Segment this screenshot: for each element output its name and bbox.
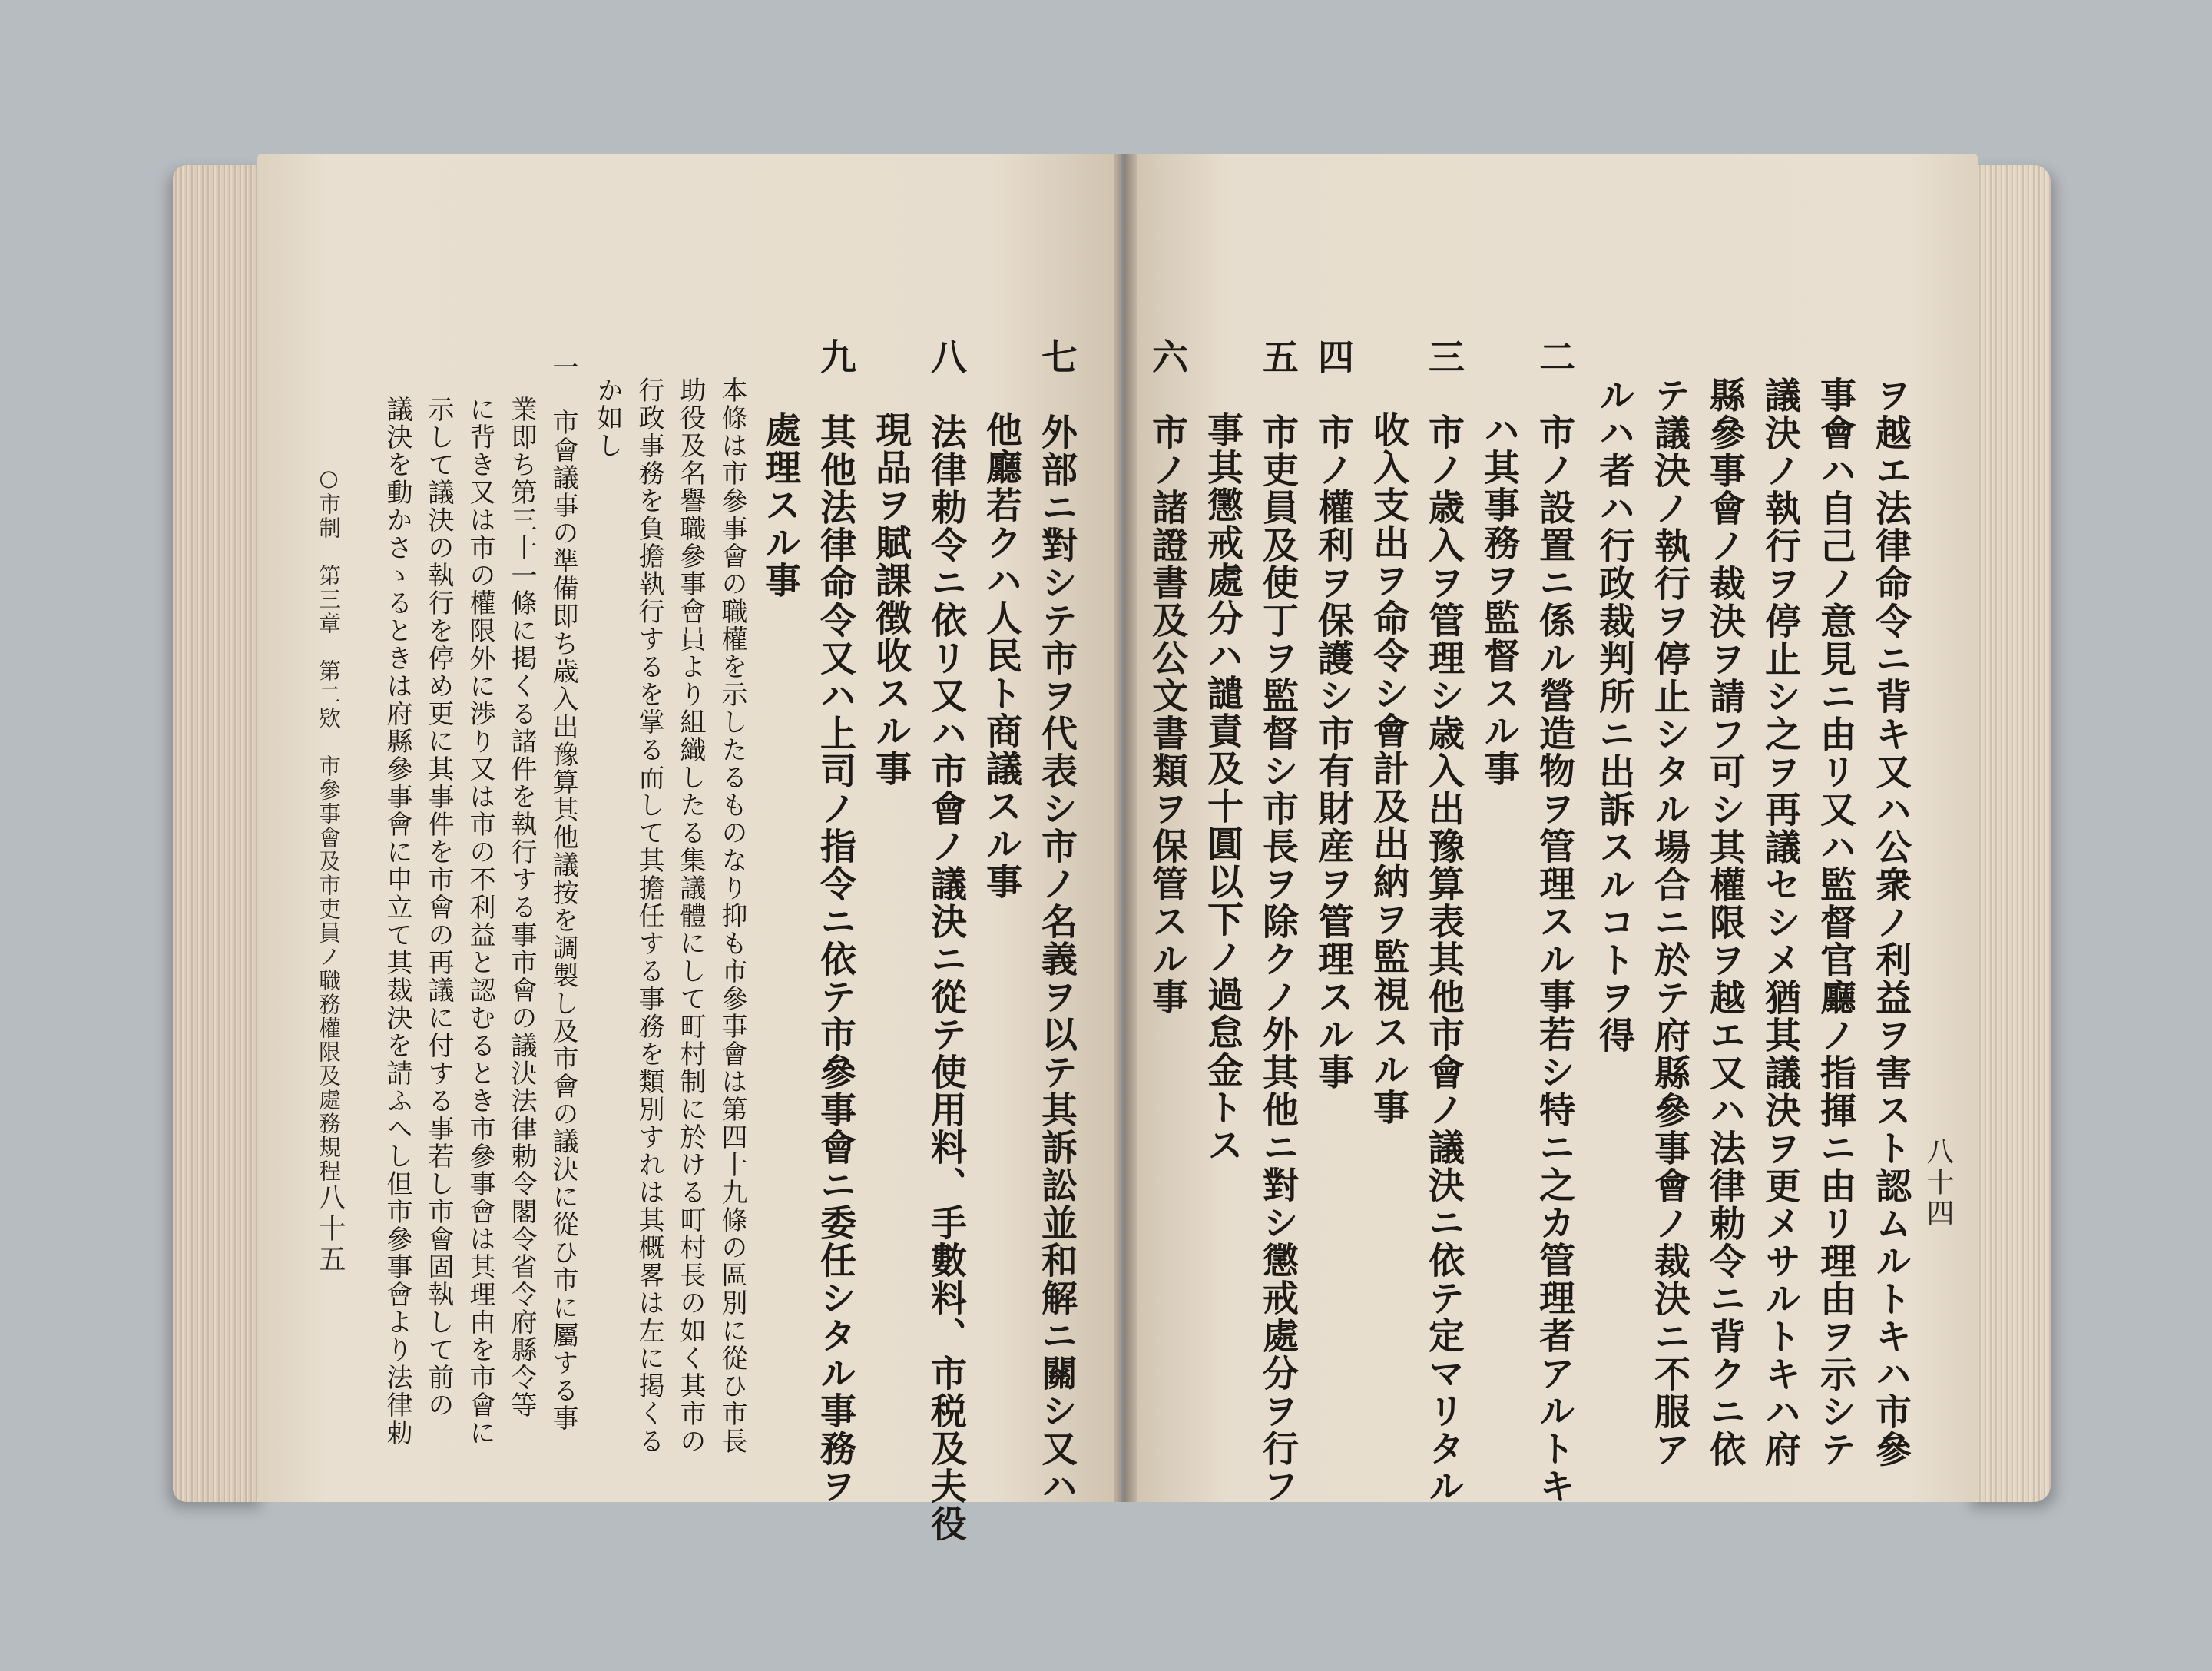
book-gutter: [1114, 154, 1137, 1502]
left-line-5: 九 其他法律命令又ハ上司ノ指令ニ依テ市參事會ニ委任シタル事務ヲ: [814, 338, 856, 1505]
running-head: ○市制 第三章 第二欵 市參事會及市吏員ノ職務權限及處務規程: [316, 465, 342, 1183]
right-line-10: 收入支出ヲ命令シ會計及出納ヲ監視スル事: [1367, 411, 1409, 1126]
left-note-9: 議決を動かさゝるときは府縣參事會に申立て其裁決を請ふへし但市參事會より法律勅: [382, 396, 412, 1447]
left-note-8: 示して議決の執行を停め更に其事件を市會の再議に付する事若し市會固執して前の: [423, 396, 454, 1419]
left-note-5: 一 市會議事の準備即ち歳入出豫算其他議按を調製し及市會の議決に從ひ市に屬する事: [548, 353, 578, 1432]
left-note-4: か如し: [592, 376, 623, 459]
right-line-2: 事會ハ自己ノ意見ニ由リ又ハ監督官廳ノ指揮ニ由リ理由ヲ示シテ: [1814, 376, 1856, 1468]
right-line-3: 議決ノ執行ヲ停止シ之ヲ再議セシメ猶其議決ヲ更メサルトキハ府: [1759, 376, 1801, 1468]
right-line-8: ハ其事務ヲ監督スル事: [1478, 411, 1520, 787]
right-line-1: ヲ越エ法律命令ニ背キ又ハ公衆ノ利益ヲ害スト認ムルトキハ市參: [1869, 376, 1912, 1468]
right-line-11: 四 市ノ權利ヲ保護シ市有財産ヲ管理スル事: [1312, 338, 1354, 1091]
right-page-edges: [1966, 165, 2051, 1502]
right-line-13: 事其懲戒處分ハ譴責及十圓以下ノ過怠金トス: [1201, 411, 1243, 1164]
right-line-5: テ議決ノ執行ヲ停止シタル場合ニ於テ府縣參事會ノ裁決ニ不服ア: [1648, 376, 1690, 1468]
right-line-4: 縣參事會ノ裁決ヲ請フ可シ其權限ヲ越エ又ハ法律勅令ニ背クニ依: [1704, 376, 1746, 1468]
left-note-1: 本條は市參事會の職權を示したるものなり抑も市參事會は第四十九條の區別に從ひ市長: [717, 376, 747, 1455]
right-page-number: 八十四: [1922, 1137, 1954, 1229]
right-line-14: 六 市ノ諸證書及公文書類ヲ保管スル事: [1146, 338, 1188, 1016]
left-note-6: 業即ち第三十一條に掲くる諸件を執行する事市會の議決法律勅令閣令省令府縣令等: [506, 396, 537, 1419]
left-note-3: 行政事務を負擔執行するを掌る而して其擔任する事務を類別すれは其概畧は左に掲くる: [634, 376, 664, 1455]
left-page-edges: [173, 165, 265, 1502]
left-note-7: に背き又は市の權限外に渉り又は市の不利益と認むるとき市參事會は其理由を市會に: [465, 396, 495, 1447]
left-line-4: 現品ヲ賦課徴收スル事: [869, 411, 912, 787]
left-note-2: 助役及名譽職參事會員より組織したる集議體にして町村制に於ける町村長の如く其市の: [675, 376, 706, 1455]
right-line-6: ルハ者ハ行政裁判所ニ出訴スルコトヲ得: [1593, 376, 1635, 1054]
left-line-2: 他廳若クハ人民ト商議スル事: [980, 411, 1022, 900]
left-line-1: 七 外部ニ對シテ市ヲ代表シ市ノ名義ヲ以テ其訴訟並和解ニ關シ又ハ: [1035, 338, 1078, 1505]
left-line-3: 八 法律勅令ニ依リ又ハ市會ノ議決ニ從テ使用料、手數料、市税及夫役: [925, 338, 967, 1543]
left-line-6: 處理スル事: [759, 411, 801, 599]
left-page-number: 八十五: [314, 1183, 346, 1275]
right-line-12: 五 市吏員及使丁ヲ監督シ市長ヲ除クノ外其他ニ對シ懲戒處分ヲ行フ: [1257, 338, 1299, 1505]
right-line-9: 三 市ノ歳入ヲ管理シ歳入出豫算表其他市會ノ議決ニ依テ定マリタル: [1422, 338, 1465, 1505]
right-line-7: 二 市ノ設置ニ係ル營造物ヲ管理スル事若シ特ニ之カ管理者アルトキ: [1533, 338, 1575, 1505]
